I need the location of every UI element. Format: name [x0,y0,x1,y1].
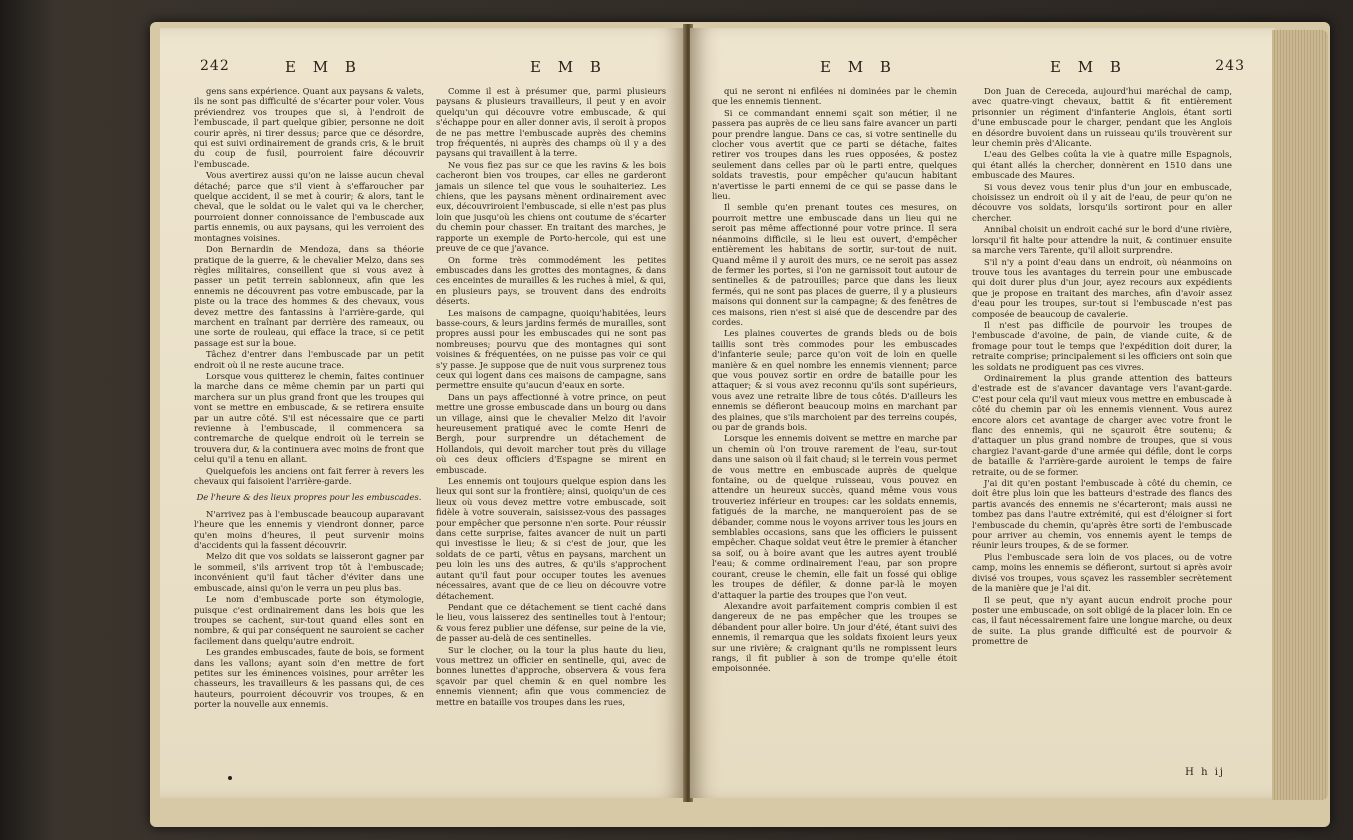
left-page-number: 242 [200,58,230,74]
paragraph: Plus l'embuscade sera loin de vos places, ou de votre camp, moins les ennemis se défieront, surtout si après avoir divisé vos troupes, vous sçavez les rassembler secrètement de la manière que je l'ai dit. [972,551,1232,594]
signature-mark: H h ij [1185,767,1225,778]
paragraph: Il se peut, que n'y ayant aucun endroit proche pour poster une embuscade, on soit obligé de la placer loin. En ce cas, il faut nécessairement faire une longue marche, ou deux de suite. La plus grande difficulté est de pourvoir & promettre de [972,594,1232,647]
left-header-word-1: E M B [285,58,362,76]
paragraph: J'ai dit qu'en postant l'embuscade à côté du chemin, ce doit être plus loin que les batteurs d'estrade des flancs des partis avancés des ennemis ne s'écarteront; mais aussi ne tombez pas dans l'autre extrémité, qui est d'éloigner si fort l'embuscade du chemin, qu'après être sorti de l'embuscade pour arriver au chemin, vos ennemis ayent le temps de réunir leurs troupes, & de se former. [972,478,1232,551]
paragraph: Don Juan de Cereceda, aujourd'hui maréchal de camp, avec quatre-vingt chevaux, battit & fit entièrement prisonnier un régiment d'infanterie Anglois, étant sorti d'une embuscade pour le charger, pendant que les Anglois en désordre buvoient dans un ruisseau qu'ils trouvèrent sur leur chemin près d'Alicante. [972,86,1232,149]
paragraph: gens sans expérience. Quant aux paysans & valets, ils ne sont pas difficulté de s'écarter pour voler. Vous préviendrez vos troupes que si, à l'endroit de l'embuscade, il part quelque gibier, personne ne doit courir après, ni tirer dessus; parce que ce désordre, qui est suivi ordinairement de grands cris, & le bruit du coup de fusil, pourroient faire découvrir l'embuscade. [194,86,424,169]
paragraph: Comme il est à présumer que, parmi plusieurs paysans & plusieurs travailleurs, il peut y en avoir quelqu'un qui découvre votre embuscade, & qui s'échappe pour en aller donner avis, il seroit à propos de ne pas mettre l'embuscade auprès des chemins trop fréquentés, ni auprès des champs où il y a des paysans qui travaillent à la terre. [436,86,666,159]
paragraph: Pendant que ce détachement se tient caché dans le lieu, vous laisserez des sentinelles tout à l'entour; & vous ferez publier une défense, sur peine de la vie, de passer au-delà de ces sentinelles. [436,601,666,644]
paragraph: Dans un pays affectionné à votre prince, on peut mettre une grosse embuscade dans un bourg ou dans un village, ainsi que le chevalier Melzo dit l'avoir heureusement pratiqué avec le comte Henri de Bergh, pour surprendre un détachement de Hollandois, qui devoit marcher tout près du village où ces deux officiers d'Espagne se mirent en embuscade. [436,391,666,475]
left-column-1 [194,86,424,711]
paragraph: Lorsque les ennemis doivent se mettre en marche par un chemin où l'on trouve rarement de l'eau, sur-tout dans une saison où il fait chaud; si le terrein vous permet de vous mettre en embuscade auprès de quelque fontaine, ou de quelque ruisseau, vous pouvez en attendre un heureux succès, quand même vous vous trouveriez inférieur en troupes: car les soldats ennemis, fatigués de la marche, ne manqueroient pas de se débander, comme nous le voyons arriver tous les jours en semblables occasions, sans que les officiers le puissent empêcher. Chaque soldat veut être le premier à étancher sa soif, ou à boire avant que les autres ayent troublé l'eau; & comme ordinairement l'eau, par son propre courant, creuse le chemin, elle fait un fossé qui oblige les troupes de défiler, & donne par-là le moyen d'attaquer la partie des troupes que l'on veut. [712,433,957,600]
paragraph: Sur le clocher, ou la tour la plus haute du lieu, vous mettrez un officier en sentinelle, qui, avec de bonnes lunettes d'approche, observera & vous fera sçavoir par quel chemin & en quel nombre les ennemis viennent; afin que vous commenciez de mettre en bataille vos troupes dans les rues, [436,644,666,707]
paragraph: On forme très commodément les petites embuscades dans les grottes des montagnes, & dans ces enceintes de murailles & les ruches à miel, & qui, en plusieurs pays, se trouvent dans des endroits déserts. [436,254,666,307]
right-column-1 [712,86,957,675]
paragraph: S'il n'y a point d'eau dans un endroit, où néanmoins on trouve tous les avantages du terrein pour une embuscade qui doit durer plus d'un jour, ayez recours aux expédients que je propose en traitant des marches, afin d'avoir assez d'eau pour les troupes, sur-tout si l'embuscade n'est pas composée de beaucoup de cavalerie. [972,256,1232,319]
right-header-word-2: E M B [1050,58,1127,76]
paragraph: Quelquefois les anciens ont fait ferrer à revers les chevaux qui faisoient l'arrière-garde. [194,465,424,487]
paragraph: L'eau des Gelbes coûta la vie à quatre mille Espagnols, qui étant allés la chercher, donnèrent en 1510 dans une embuscade des Maures. [972,149,1232,181]
section-heading: De l'heure & des lieux propres pour les embuscades. [196,492,422,503]
paragraph: Il semble qu'en prenant toutes ces mesures, on pourroit mettre une embuscade dans un lieu qui ne seroit pas même affectionné pour votre prince. Il sera néanmoins difficile, si le lieu est ouvert, d'empêcher entièrement les habitans de sortir, sur-tout de nuit. Quand même il y auroit des murs, ce ne seroit pas assez de fermer les portes, si l'on ne garnissoit tout autour de sentinelles & de patrouilles; parce que dans les lieux fermés, qui ne sont pas places de guerre, il y a plusieurs maisons qui donnent sur la campagne; & des fenêtres de ces maisons, rien n'est si aisé que de descendre par des cordes. [712,202,957,327]
paragraph: Vous avertirez aussi qu'on ne laisse aucun cheval détaché; parce que s'il vient à s'effaroucher par quelque accident, il se met à courir; & alors, tant le cheval, que le soldat ou le valet qui va le chercher, pourroient donner connoissance de l'embuscade aux partis ennemis, ou aux paysans, qui les verroient des montagnes voisines. [194,170,424,243]
paragraph: Le nom d'embuscade porte son étymologie, puisque c'est ordinairement dans les bois que les troupes se cachent, sur-tout quand elles sont en nombre, & qui par conséquent ne sauroient se cacher facilement dans quelqu'autre endroit. [194,594,424,646]
paragraph: Lorsque vous quitterez le chemin, faites continuer la marche dans ce même chemin par un parti qui marchera sur un plus grand front que les troupes qui vont se mettre en embuscade, & se retirera ensuite par un autre côté. S'il est nécessaire que ce parti revienne à l'embuscade, il commencera sa contremarche de quelque endroit où le terrein se trouvera dur, & la continuera avec moins de front que celui qu'il a tenu en allant. [194,370,424,465]
paragraph: Don Bernardin de Mendoza, dans sa théorie pratique de la guerre, & le chevalier Melzo, dans ses règles militaires, conseillent que si vous avez à passer un petit terrein sablonneux, afin que les ennemis ne découvrent pas votre embuscade, par la piste ou la trace des hommes & des chevaux, vous devez mettre des fantassins à l'arrière-garde, qui marchent en traînant par derrière des rameaux, ou une sorte de rouleau, qui efface la trace, si ce petit passage est sur la boue. [194,244,424,348]
right-header-word-1: E M B [820,58,897,76]
right-page [690,28,1275,798]
right-column-2 [972,86,1232,648]
paragraph: Si vous devez vous tenir plus d'un jour en embuscade, choisissez un endroit où il y ait de l'eau, de peur qu'on ne découvre vos soldats, lorsqu'ils sortiront pour en aller chercher. [972,181,1232,223]
left-column-2 [436,86,666,708]
paragraph: Les plaines couvertes de grands bleds ou de bois taillis sont très commodes pour les embuscades d'infanterie seule; parce qu'on voit de loin en quelle manière & en quel nombre les ennemis viennent; parce que vous pouvez sortir en ordre de bataille pour les attaquer; & si vous avez reconnu qu'ils sont supérieurs, vous avez une retraite libre de tous côtés. D'ailleurs les ennemis se défieront beaucoup moins en marchant par des plaines, que s'ils marchoient par des terreins coupés, ou par de grands bois. [712,328,957,432]
paragraph: Les ennemis ont toujours quelque espion dans les lieux qui sont sur la frontière; ainsi, quoiqu'un de ces lieux où vous devez mettre votre embuscade, soit fidèle à votre souverain, saisissez-vous des passages pour empêcher que personne n'en sorte. Pour réussir dans cette surprise, faites avancer de nuit un parti qui investisse le lieu; & si c'est de jour, que les soldats de ce parti, vêtus en paysans, marchent un peu loin les uns des autres, & qu'ils s'approchent autant qu'il faut pour occuper toutes les avenues nécessaires, avant que de ce lieu on découvre votre détachement. [436,476,666,601]
paragraph: Ne vous fiez pas sur ce que les ravins & les bois cacheront bien vos troupes, car elles ne garderont jamais un silence tel que vous le souhaiteriez. Les chiens, que les paysans mènent ordinairement avec eux, découvriroient l'embuscade, si elle n'est pas plus loin que jusqu'où les chiens ont coutume de s'écarter du chemin pour chasser. En traitant des marches, je rapporte un exemple de Porto-hercole, qui est une preuve de ce que j'avance. [436,159,666,254]
page-edges [1272,30,1328,800]
right-page-header [730,58,1245,80]
paragraph: Si ce commandant ennemi sçait son métier, il ne passera pas auprès de ce lieu sans faire avancer un parti pour prendre langue. Dans ce cas, si votre sentinelle du clocher vous avertit que ce parti se détache, faites retirer vos troupes dans les rues opposées, & postez seulement dans celles par où le parti entre, quelques soldats travestis, pour empêcher qu'aucun habitant n'avertisse le parti ennemi de ce qui se passe dans le lieu. [712,107,957,202]
left-page-header [200,58,655,80]
ink-spot [228,776,232,780]
paragraph: Alexandre avoit parfaitement compris combien il est dangereux de ne pas empêcher que les troupes se débandent pour aller boire. Un jour d'été, étant suivi des ennemis, il remarqua que les soldats fixoient leurs yeux sur une rivière; & craignant qu'ils ne rompissent leurs rangs, il fit publier à son de trompe qu'elle étoit empoisonnée. [712,600,957,674]
paragraph: Il n'est pas difficile de pourvoir les troupes de l'embuscade d'avoine, de pain, de viande cuite, & de fromage pour tout le temps que l'expédition doit durer, la retraite comprise; principalement si les officiers ont soin que les soldats ne prodiguent pas ces vivres. [972,319,1232,372]
left-page [160,28,685,798]
paragraph: N'arrivez pas à l'embuscade beaucoup auparavant l'heure que les ennemis y viendront donner, parce qu'en moins d'heures, il peut survenir moins d'accidents qui la fassent découvrir. [194,508,424,551]
right-page-number: 243 [1215,58,1245,74]
paragraph: Les maisons de campagne, quoiqu'habitées, leurs basse-cours, & leurs jardins fermés de murailles, sont propres aussi pour les embuscades qui ne sont pas nombreuses; pourvu que des montagnes qui sont voisines & fréquentées, on ne puisse pas voir ce qui s'y passe. Je suppose que de nuit vous surprenez tous ceux qui logent dans ces maisons de campagne, sans permettre ensuite qu'aucun d'eaux en sorte. [436,307,666,391]
paragraph: Les grandes embuscades, faute de bois, se forment dans les vallons; ayant soin d'en mettre de fort petites sur les éminences voisines, pour arrêter les chasseurs, les travailleurs & les passans qui, de ces hauteurs, pourroient découvrir vos troupes, & en porter la nouvelle aux ennemis. [194,647,424,710]
paragraph: qui ne seront ni enfilées ni dominées par le chemin que les ennemis tiennent. [712,86,957,107]
paragraph: Melzo dit que vos soldats se laisseront gagner par le sommeil, s'ils arrivent trop tôt à l'embuscade; inconvénient qu'il faut tâcher d'éviter dans une embuscade, ainsi qu'on le verra un peu plus bas. [194,551,424,593]
paragraph: Tâchez d'entrer dans l'embuscade par un petit endroit où il ne reste aucune trace. [194,349,424,370]
paragraph: Ordinairement la plus grande attention des batteurs d'estrade est de s'avancer davantage vers l'avant-garde. C'est pour cela qu'il vaut mieux vous mettre en embuscade à côté du chemin par où les ennemis viennent. Vous aurez encore alors cet avantage de charger avec votre front le flanc des ennemis, qui ne sçauroit être soutenu; & d'attaquer un plus grand nombre de troupes, que si vous chargiez l'avant-garde d'une armée qui défile, dont le corps de bataille & l'arrière-garde auroient le temps de faire retraite, ou de se former. [972,372,1232,477]
left-header-word-2: E M B [530,58,607,76]
paragraph: Annibal choisit un endroit caché sur le bord d'une rivière, lorsqu'il fit halte pour attendre la nuit, & continuer ensuite sa marche vers Tarente, qu'il alloit surprendre. [972,224,1232,256]
